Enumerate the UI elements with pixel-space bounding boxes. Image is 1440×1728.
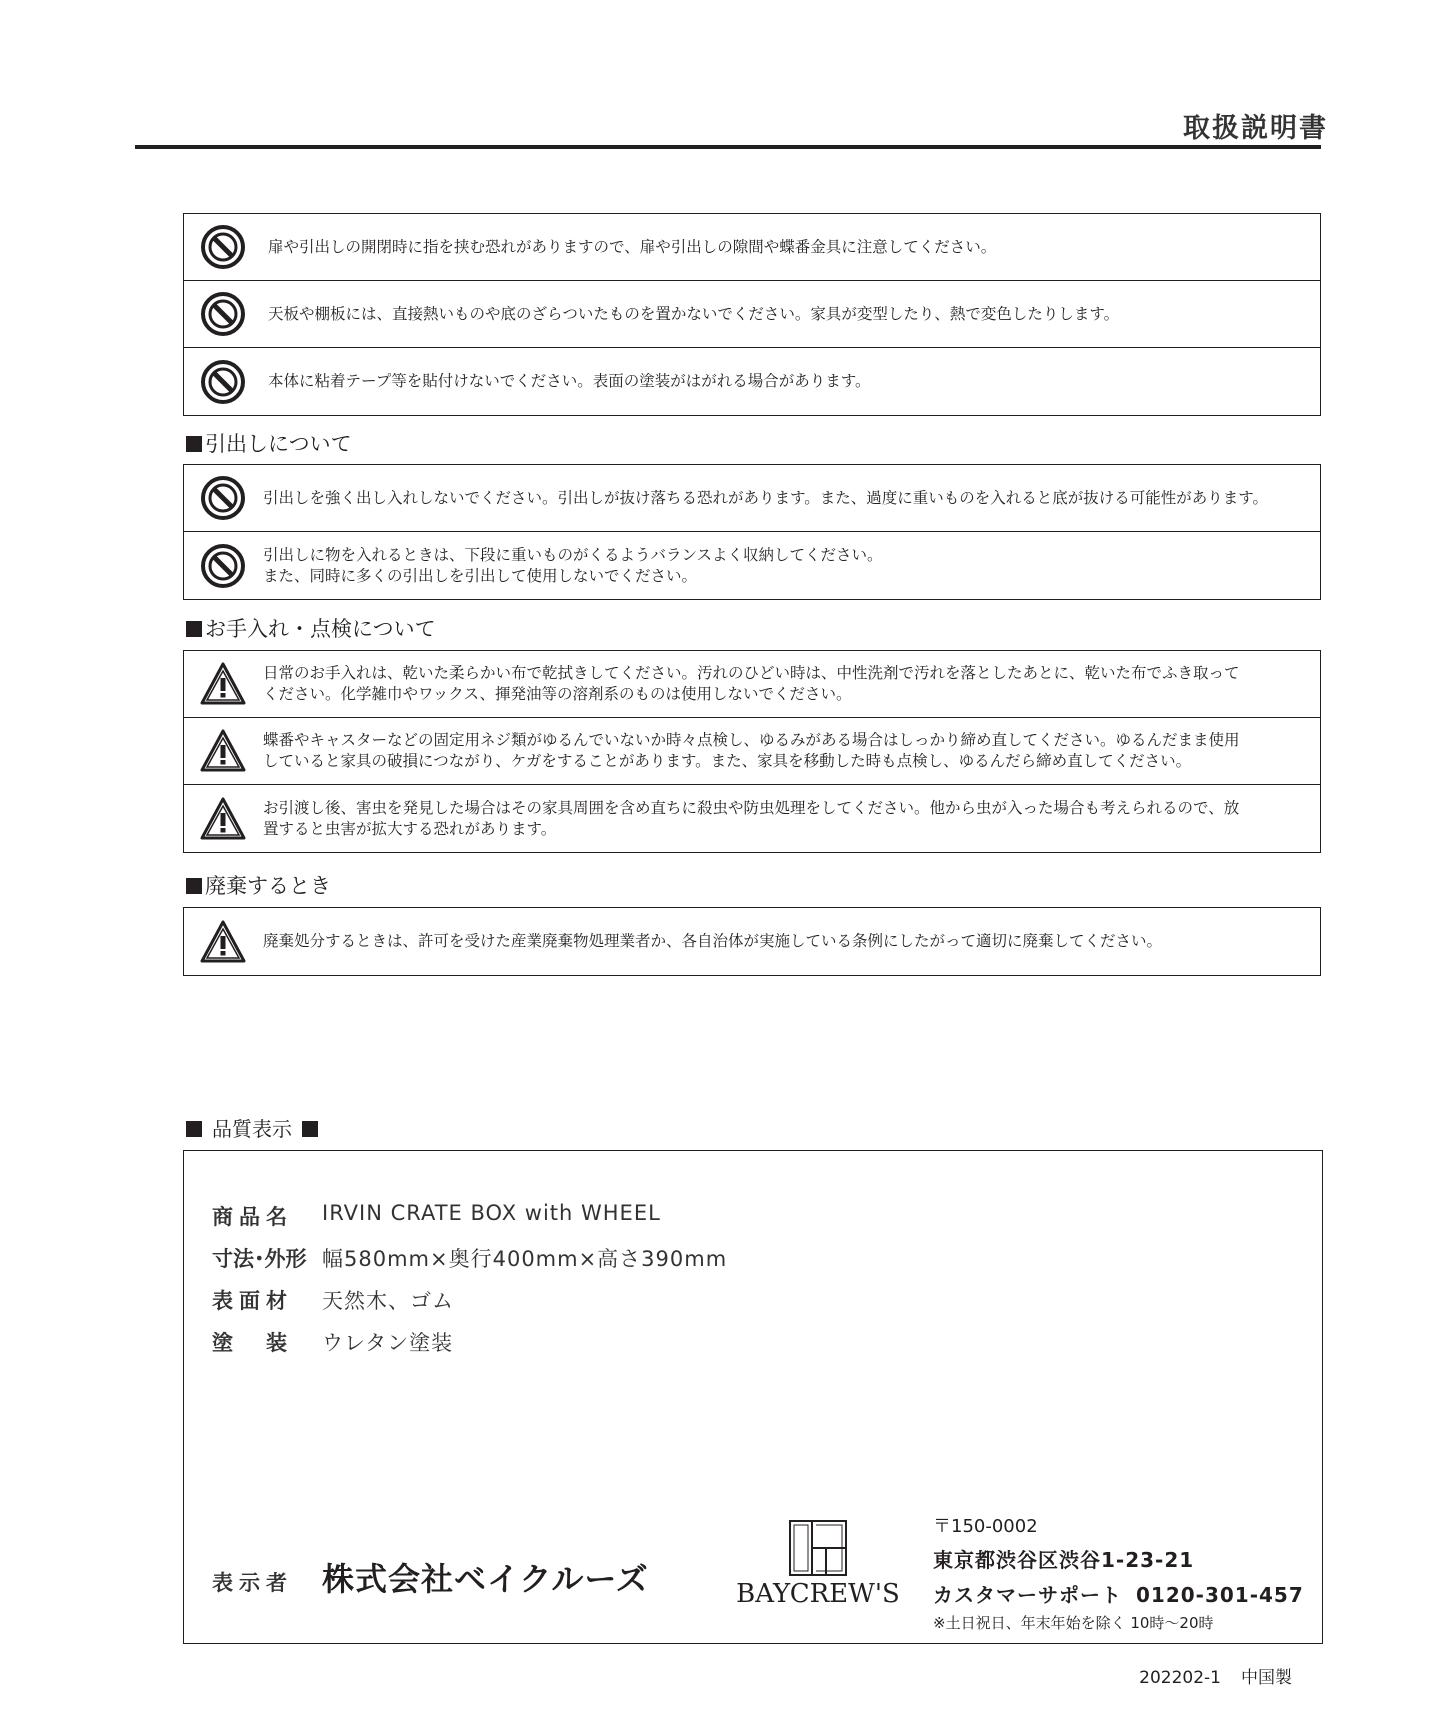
section-heading-text: お手入れ・点検について <box>205 617 436 641</box>
text-line: していると家具の破損につながり、ケガをすることがあります。また、家具を移動した時も点検し、ゆるんだら締め直してください。 <box>263 752 1192 770</box>
quality-heading-text: 品質表示 <box>212 1117 292 1141</box>
spec-label: 寸法･外形 <box>212 1247 307 1271</box>
warning-text: 扉や引出しの開閉時に指を挟む恐れがありますので、扉や引出しの隙間や蝶番金具に注意してください。 <box>268 237 997 256</box>
spec-value: 天然木、ゴム <box>322 1289 454 1313</box>
support-phone: 0120-301-457 <box>1136 1583 1304 1607</box>
drawers-box <box>183 464 1321 600</box>
section-heading-care <box>186 613 436 643</box>
prohibition-icon <box>200 359 246 405</box>
text-line: 廃棄処分するときは、許可を受けた産業廃棄物処理業者か、各自治体が実施している条例にしたがって適切に廃棄してください。 <box>263 932 1163 950</box>
spec-row-finish <box>212 1327 453 1357</box>
text-line: 置すると虫害が拡大する恐れがあります。 <box>263 819 557 838</box>
prohibition-icon <box>200 543 246 589</box>
quality-box <box>183 1150 1323 1644</box>
disposal-box <box>183 907 1321 976</box>
document-code: 202202-1 <box>1139 1668 1221 1688</box>
section-heading-text: 廃棄するとき <box>205 874 331 898</box>
warning-row <box>184 718 1320 785</box>
company-address <box>933 1512 1304 1633</box>
spec-label: 商品名 <box>212 1205 293 1229</box>
square-bullet <box>186 436 202 452</box>
square-bullet <box>186 878 202 894</box>
warning-text: 天板や棚板には、直接熱いものや底のざらついたものを置かないでください。家具が変型したり、熱で変色したりします。 <box>268 304 1120 323</box>
warning-text <box>263 488 1288 509</box>
document-title: 取扱説明書 <box>1183 113 1328 144</box>
warning-text <box>263 545 903 587</box>
general-warnings-box <box>183 213 1321 416</box>
spec-row-surface <box>212 1285 454 1315</box>
text-line: お引渡し後、害虫を発見した場合はその家具周囲を含め直ちに殺虫や防虫処理をしてください。他から虫が入った場合も考えられるので、放 <box>263 798 1240 817</box>
warning-text <box>263 931 1182 952</box>
warning-row <box>184 532 1320 599</box>
prohibition-icon <box>200 475 246 521</box>
spec-label: 表面材 <box>212 1289 293 1313</box>
postal-code: 〒150-0002 <box>933 1516 1038 1537</box>
section-heading-text: 引出しについて <box>205 432 352 456</box>
warning-row <box>184 908 1320 975</box>
text-line: 蝶番やキャスターなどの固定用ネジ類がゆるんでいないか時々点検し、ゆるみがある場合はしっかり締め直してください。ゆるんだまま使用 <box>263 731 1240 749</box>
logo-wordmark: BAYCREW'S <box>736 1579 900 1609</box>
text-line: 引出しに物を入れるときは、下段に重いものがくるようバランスよく収納してください。 <box>263 545 883 564</box>
spec-value: 幅580mm×奥行400mm×高さ390mm <box>322 1247 728 1271</box>
prohibition-icon <box>200 224 246 270</box>
section-heading-disposal <box>186 870 331 900</box>
warning-icon <box>200 661 246 707</box>
warning-row <box>184 465 1320 532</box>
spec-row-product-name <box>212 1201 661 1231</box>
spec-value: IRVIN CRATE BOX with WHEEL <box>322 1201 661 1225</box>
warning-row <box>184 651 1320 718</box>
warning-row <box>184 281 1320 348</box>
text-line: ください。化学雑巾やワックス、揮発油等の溶剤系のものは使用しないでください。 <box>263 685 852 703</box>
warning-row <box>184 214 1320 281</box>
logo-mark-icon <box>788 1519 848 1577</box>
street-address: 東京都渋谷区渋谷1-23-21 <box>933 1548 1195 1572</box>
publisher-label: 表示者 <box>212 1571 293 1595</box>
title-rule <box>135 145 1321 149</box>
square-bullet <box>186 621 202 637</box>
section-heading-drawers <box>186 428 352 458</box>
warning-row <box>184 785 1320 852</box>
text-line: 引出しを強く出し入れしないでください。引出しが抜け落ちる恐れがあります。また、過度に重いものを入れると底が抜ける可能性があります。 <box>263 488 1269 507</box>
country-of-origin: 中国製 <box>1241 1668 1292 1688</box>
square-bullet <box>302 1121 318 1137</box>
warning-text <box>263 730 1260 772</box>
warning-icon <box>200 919 246 965</box>
square-bullet <box>186 1121 202 1137</box>
warning-text: 本体に粘着テープ等を貼付けないでください。表面の塗装がはがれる場合があります。 <box>268 372 871 390</box>
publisher-row <box>212 1554 649 1600</box>
text-line: 日常のお手入れは、乾いた柔らかい布で乾拭きしてください。汚れのひどい時は、中性洗剤で汚れを落としたあとに、乾いた布でふき取って <box>263 664 1240 682</box>
warning-icon <box>200 796 246 842</box>
baycrews-logo <box>732 1519 904 1609</box>
prohibition-icon <box>200 291 246 337</box>
spec-row-dimensions <box>212 1243 727 1273</box>
customer-support <box>933 1579 1304 1608</box>
care-box <box>183 650 1321 853</box>
support-hours-note: ※土日祝日、年末年始を除く 10時〜20時 <box>933 1614 1214 1632</box>
publisher-name: 株式会社ベイクルーズ <box>322 1560 649 1598</box>
text-line: また、同時に多くの引出しを引出して使用しないでください。 <box>263 566 698 585</box>
support-label: カスタマーサポート <box>933 1583 1122 1607</box>
spec-label: 塗 装 <box>212 1331 293 1355</box>
warning-text <box>263 798 1259 840</box>
warning-text <box>263 663 1260 705</box>
spec-value: ウレタン塗装 <box>322 1331 454 1355</box>
footer <box>1139 1663 1292 1688</box>
warning-icon <box>200 728 246 774</box>
warning-row <box>184 348 1320 415</box>
quality-heading <box>186 1113 318 1142</box>
